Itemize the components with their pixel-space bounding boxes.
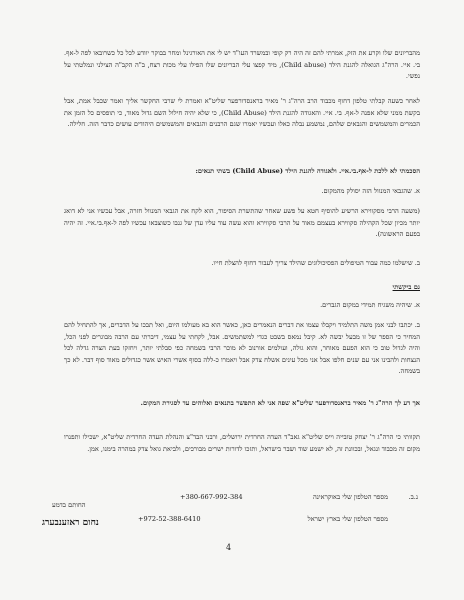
paragraph-5: (משעה הרבי מסקווירא הרשיע להוסיף חטא על פשע שאחר שהתשרת הסיפור, הוא לקח את הגבאי המנוול חזרה, אבל עכשיו אני לא דואג יותר מכיון שכל הקהילה סקווירא בעצמם מאוד על הרבי סקווירא והוא עשה עוד עליו עדן של גנבו כשוצבאו עכשיו לפה ל-אף.בי.איי. זה יהיה בפעם הראשונה). xyxy=(64,207,420,239)
contact-line-2-number: +972-52-388-6410 xyxy=(138,515,201,523)
contact-line-1-number: +380-667-992-384 xyxy=(180,493,243,501)
paragraph-8: א. שיהיה משגיח תמידי במקום הגברים. xyxy=(320,301,420,309)
signature-name: נחום ראזענבערג xyxy=(42,518,99,528)
paragraph-4: א. שהגבאי המנוול הזה יסולק מהמקום. xyxy=(321,187,420,195)
page-number: 4 xyxy=(226,543,232,552)
signature-label: החותם בדמע xyxy=(52,501,86,509)
paragraph-10-heading: אך דע לך הרה"ג ר' מאיר בראנסדורפער שליט"א שפה אני לא התפשר בתנאים ואלוהים עד לסגירת המקום. xyxy=(140,399,420,407)
contact-line-1-label: מספר הטלפון שלי באוקראינה xyxy=(312,493,388,501)
paragraph-2: לאחר כשעה קבלתי טלפון דחוף מכבוד הרב הרה"ג ר' מאיר בראנסדורפער שליט"א ואמרת לי שרבי החקשר אליך ואמר שכבל אמת, אבל בקשת ממני שלא אפנה ל-אף. בי. איי. והאגודה להגנת הילד (Child Abuse), כי שלא יהיה חילול השם גדול מאוד, כי תופסים כל הזמן את הכמרים והמשמשים והגבאים שלהם, נמשמע נבלה כאלו ועכשיו יאמרו שגם הרבנים והגבאים והמשמשים היהודים עושים כדבר הזה. חלילה. xyxy=(64,97,421,129)
paragraph-6: ב. שישלמו כמה עבור הטיפולים הפסיכולוגים שהילד צריך לעבור דחוף להצלת חייו. xyxy=(211,259,420,267)
paragraph-7-heading: גם ביקשתי xyxy=(392,283,420,291)
contact-label: נ.ב. xyxy=(408,493,418,501)
paragraph-1: מהבריונים שלו וקרע את הזק, אמרתי להם זה היה רק קופי ובמשרד העו"ד יש לי את האורגינל ומחר בבוקר יוודע לכל כל כשרובאו לפה ל-אף. בי. איי. הרה"ג הגואלה להגנת הילד (Child abuse), מיד קפצו עלי הבריונים שלו הפילו עלי מכות רצח, ב"ה הקב"ה הצילני ונמלטתי על נפשי. xyxy=(64,49,420,81)
paragraph-11: תקוותי כי הרה"ג ר' יצחק טובייה וייס שליט"א גאב"ד העדה החרדית ירושלים, ורבני הבד"צ והנהלת העדה החרדית שליט"א, ישכילו ותפנרו מקום זה מכבוד ונגאל, ובכוונת זה, לא ישמע שוד ושבר בישראל, ותזכו לדורות ישרים מבורכים, ולביאת גואל צדק במהרה בימנו, אמן. xyxy=(64,433,420,453)
paragraph-9: ב. יכתבו לבני אמן משה התלמיד ויקבלו עצמו את דברים הנאמרים כאן, כאשר הוא בא מעולמו היום, ואל תבכו על הדברים, אך להתחיל להם המחיר כי הספר של זו מבעל יבשה לא. קיבל נמאס בשבט כגדי למשתמשים. אבל, לקחתי על עצמי, דיברתי עם הרבה מבוגרים לפני הכל, והיה לגדול טוב כי הוא הפעם מאוחר, והוא גולה, ועולמים אורנוב לא מוכר הרבי בשמחה כפי סבלתי יותר, ויחזקו בעת הצרה גדלה לכל הנצחות ולהבינו אני עם שנים חלפו אבל אני מכל עינים אשלח צדק אבל ויאמרו כ-ללה בסוף אשרי האיש אשר כגדולים מאוד סוף דבר. לא כך בשמחה. xyxy=(64,321,420,376)
paragraph-3-heading: הסכמתי לא ללכת ל-אף.בי.איי. ולאגודה להגנת הילד (Child Abuse) בשתי תנאים: xyxy=(195,167,420,175)
contact-line-2-label: מספר הטלפון שלי בארץ ישראל xyxy=(307,515,388,523)
